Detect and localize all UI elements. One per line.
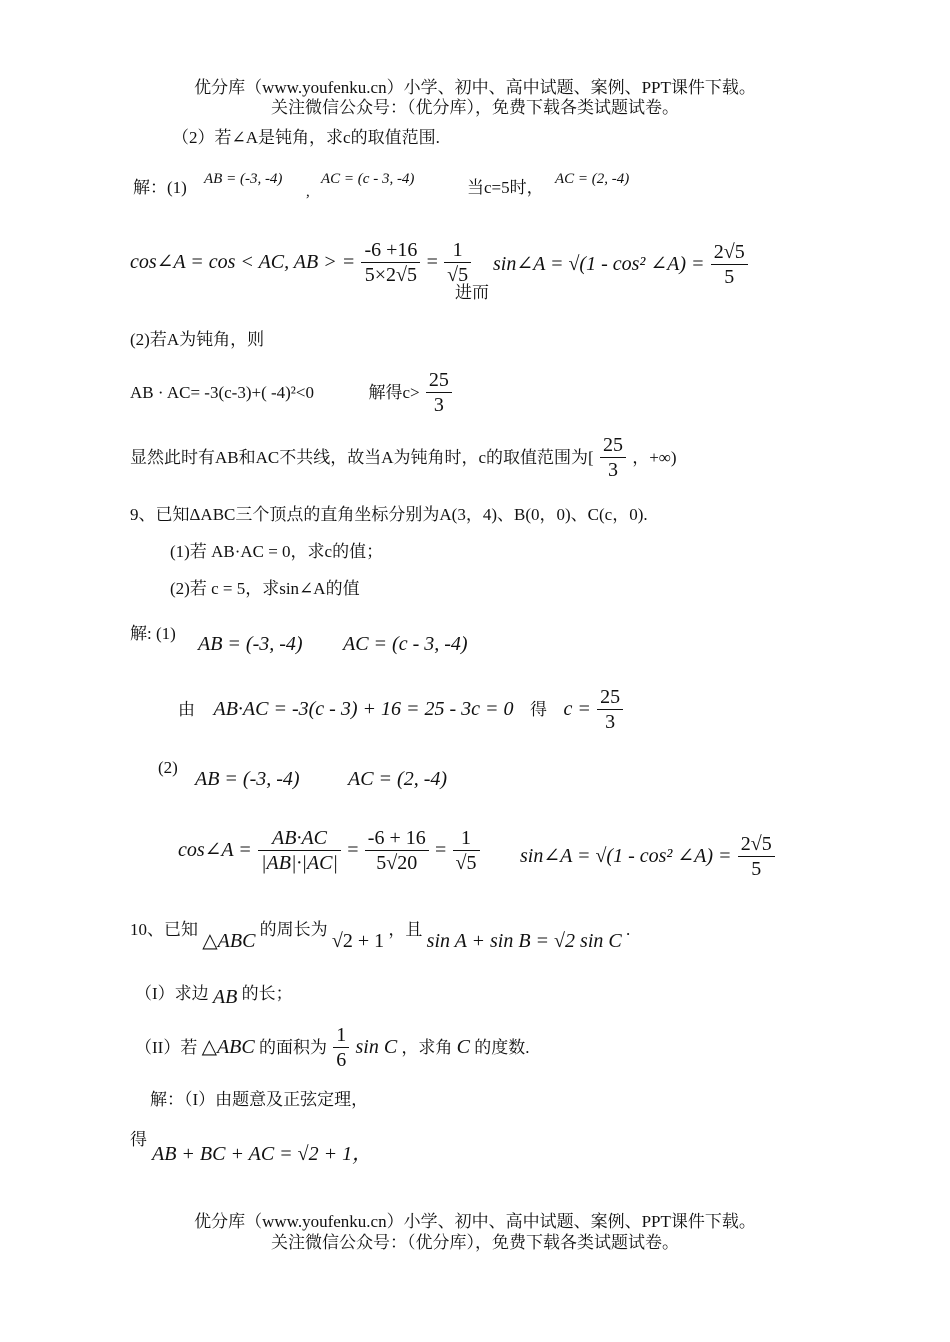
prev-sin-formula xyxy=(493,240,750,289)
prev-cos-denominator: 5×2√5 xyxy=(364,264,418,286)
q10-part2-triangle: △ABC xyxy=(201,1036,255,1058)
q10-stem-b: 的周长为 xyxy=(259,920,328,939)
q10-area-fraction xyxy=(333,1023,349,1072)
q9-cos-denominator: |AB|·|AC| xyxy=(261,852,339,874)
q9-cos-numerator-2: -6 + 16 xyxy=(365,826,429,851)
q10-solution: 解：（I）由题意及正弦定理， xyxy=(150,1090,369,1109)
q10-area-sin: sin C xyxy=(355,1036,398,1058)
q10-perimeter-sum: AB + BC + AC = √2 + 1， xyxy=(152,1143,373,1165)
q10-part2-a: （II）若 xyxy=(135,1037,198,1057)
q10-perimeter: √2 + 1 xyxy=(331,930,385,952)
prev-part2: (2)若A为钝角，则 xyxy=(130,330,265,349)
prev-cos-numerator: -6 +16 xyxy=(361,238,420,263)
q9-part2: (2)若 c = 5，求sin∠A的值 xyxy=(170,579,360,598)
prev-sin-lhs: sin∠A = √(1 - cos² ∠A) = xyxy=(493,253,705,275)
q10-area-den: 6 xyxy=(336,1049,347,1071)
prev-vector-ac-c5: AC = (2, -4) xyxy=(555,171,630,187)
q10-part2-b: 的面积为 xyxy=(258,1037,327,1057)
q9-cos-lhs: cos∠A = xyxy=(178,839,252,861)
q9-cos-formula xyxy=(178,826,482,875)
q9-c-value xyxy=(597,685,623,734)
q10-stem-c: ，且 xyxy=(388,920,423,939)
footer-line-1: 优分库（www.youfenku.cn）小学、初中、高中试题、案例、PPT课件下载。 xyxy=(194,1212,756,1231)
q9-solution-label: 解: (1) xyxy=(130,624,176,643)
q9-derivation xyxy=(178,685,625,734)
q9-c-value-den: 3 xyxy=(605,711,616,733)
header-line-1: 优分库（www.youfenku.cn）小学、初中、高中试题、案例、PPT课件下载。 xyxy=(194,78,756,97)
q9-cos-denominator-3: √5 xyxy=(455,852,477,874)
prev-question-2: （2）若∠A是钝角，求c的取值范围. xyxy=(172,128,440,147)
prev-inequality: AB · AC= -3(c-3)+( -4)²<0 xyxy=(130,382,314,402)
prev-cos-result-den: √5 xyxy=(447,264,469,286)
prev-conclusion-tail: ，+∞) xyxy=(632,447,677,467)
q9-part2-label: (2) xyxy=(158,758,178,777)
q9-vector-ac: AC = (c - 3, -4) xyxy=(343,633,468,655)
q9-sin-fraction xyxy=(738,832,775,881)
q10-period: . xyxy=(625,920,631,939)
prev-sin-fraction xyxy=(711,240,748,289)
q10-part2 xyxy=(135,1023,530,1072)
q9-sin-lhs: sin∠A = √(1 - cos² ∠A) = xyxy=(520,845,732,867)
q10-triangle: △ABC xyxy=(202,930,256,952)
prev-vector-ab: AB = (-3, -4) xyxy=(204,171,283,187)
prev-comma: , xyxy=(306,184,310,200)
q9-cos-eq1: = xyxy=(347,839,359,861)
q10-part2-c: ，求角 xyxy=(401,1037,453,1057)
q10-condition: sin A + sin B = √2 sin C xyxy=(426,930,622,952)
prev-cos-lhs: cos∠A = cos < AC, AB > = xyxy=(130,251,356,273)
prev-cos-formula xyxy=(130,238,473,287)
q10-stem xyxy=(130,918,631,952)
q9-stem: 9、已知ΔABC三个顶点的直角坐标分别为A(3，4)、B(0，0)、C(c，0). xyxy=(130,505,648,524)
prev-inequality-line xyxy=(130,368,454,417)
prev-conclusion-fraction xyxy=(600,433,626,482)
q9-c-equals: c = xyxy=(563,698,591,720)
prev-conclusion-den: 3 xyxy=(607,459,618,481)
q10-part1-a: （I）求边 xyxy=(135,984,209,1003)
q9-part1: (1)若 AB·AC = 0，求c的值； xyxy=(170,542,384,561)
q9-cos-numerator: AB·AC xyxy=(258,826,341,851)
q9-cos-numerator-3: 1 xyxy=(453,826,480,851)
q9-cos-fraction-3 xyxy=(453,826,480,875)
prev-solve-text: 解得c> xyxy=(368,382,420,402)
q10-part2-angle: C xyxy=(456,1036,471,1058)
prev-sin-numerator: 2√5 xyxy=(711,240,748,265)
prev-solution-label: 解：(1) xyxy=(133,178,187,197)
prev-c-bound xyxy=(426,368,452,417)
q9-sin-formula xyxy=(520,832,777,881)
prev-jin-er: 进而 xyxy=(455,283,489,302)
prev-conclusion-num: 25 xyxy=(600,433,626,458)
prev-conclusion xyxy=(130,433,677,482)
q9-cos-denominator-2: 5√20 xyxy=(376,852,418,874)
prev-c-bound-den: 3 xyxy=(433,394,444,416)
q9-sin-denominator: 5 xyxy=(751,858,762,880)
q10-part2-d: 的度数. xyxy=(474,1037,530,1057)
prev-when-c5: 当c=5时， xyxy=(467,178,544,197)
q9-vector-ab: AB = (-3, -4) xyxy=(198,633,303,655)
q9-part2-ac: AC = (2, -4) xyxy=(348,768,448,790)
q10-part1-b: 的长； xyxy=(241,984,293,1003)
prev-cos-result-num: 1 xyxy=(444,238,471,263)
q10-area-num: 1 xyxy=(333,1023,349,1048)
prev-cos-fraction xyxy=(361,238,420,287)
prev-c-bound-num: 25 xyxy=(426,368,452,393)
footer-line-2: 关注微信公众号：（优分库），免费下载各类试题试卷。 xyxy=(271,1233,679,1252)
q10-stem-a: 10、已知 xyxy=(130,920,198,939)
prev-cos-result xyxy=(444,238,471,287)
prev-conclusion-text: 显然此时有AB和AC不共线，故当A为钝角时，c的取值范围为[ xyxy=(130,447,594,467)
q9-cos-fraction xyxy=(258,826,341,875)
q9-you: 由 xyxy=(178,699,195,719)
q9-part2-ab: AB = (-3, -4) xyxy=(195,768,300,790)
q9-cos-fraction-2 xyxy=(365,826,429,875)
header-line-2: 关注微信公众号：（优分库），免费下载各类试题试卷。 xyxy=(271,98,679,117)
q9-sin-numerator: 2√5 xyxy=(738,832,775,857)
prev-sin-denominator: 5 xyxy=(724,266,735,288)
q9-dot-equation: AB·AC = -3(c - 3) + 16 = 25 - 3c = 0 xyxy=(213,698,514,720)
q10-part1-ab: AB xyxy=(212,986,238,1008)
q9-c-value-num: 25 xyxy=(597,685,623,710)
q9-cos-eq2: = xyxy=(435,839,447,861)
q10-part1 xyxy=(135,982,293,1008)
prev-vector-ac: AC = (c - 3, -4) xyxy=(321,171,415,187)
prev-cos-equals: = xyxy=(426,251,438,273)
q10-de: 得 xyxy=(130,1130,147,1149)
q9-de: 得 xyxy=(530,699,548,719)
